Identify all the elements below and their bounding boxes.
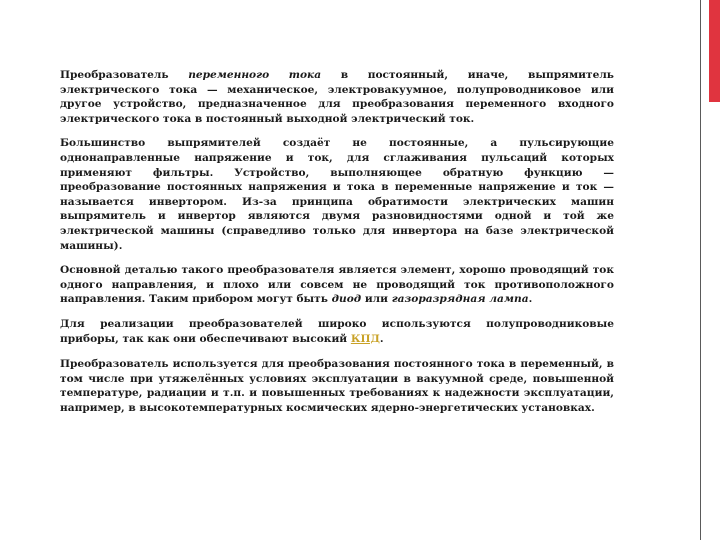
italic-term: диод xyxy=(331,293,362,306)
paragraph-4: Для реализации преобразователей широко используются полупроводниковые приборы, так как они обеспечивают высокий КПД. xyxy=(60,317,614,345)
accent-bar xyxy=(709,0,720,102)
paragraph-1: Преобразователь переменного тока в постоянный, иначе, выпрямитель электрического тока — механическое, электровакуумное, полупроводниковое или другое устройство, предназначенное для преобразования переменного входного электрического тока в постоянный выходной электрический ток. xyxy=(60,69,614,125)
paragraph-5: Преобразователь используется для преобразования постоянного тока в переменный, в том числе при утяжелённых условиях эксплуатации в вакуумной среде, повышенной температуре, радиации и т.п. и повышенных требованиях к надежности эксплуатации, например, в высокотемпературных космических ядерно-энергетических установках. xyxy=(60,358,614,414)
kpd-link[interactable]: КПД xyxy=(350,332,380,345)
italic-term: переменного тока xyxy=(188,69,322,81)
right-divider-line xyxy=(700,0,701,540)
paragraph-2: Большинство выпрямителей создаёт не постоянные, а пульсирующие однонаправленные напряжение и ток, для сглаживания пульсаций которых применяют фильтры. Устройство, выполняющее обратную функцию — преобразование постоянных напряжения и тока в переменные напряжение и ток — называется инвертором. Из-за принципа обратимости электрических машин выпрямитель и инвертор являются двумя разновидностями одной и той же электрической машины (справедливо только для инвертора на базе электрической машины). xyxy=(60,137,614,252)
italic-term: газоразрядная лампа xyxy=(391,293,529,306)
paragraph-3: Основной деталью такого преобразователя является элемент, хорошо проводящий ток одного направления, и плохо или совсем не проводящий ток противоположного направления. Таким прибором могут быть диод или газоразрядная лампа. xyxy=(60,264,614,306)
text-body xyxy=(60,68,614,425)
